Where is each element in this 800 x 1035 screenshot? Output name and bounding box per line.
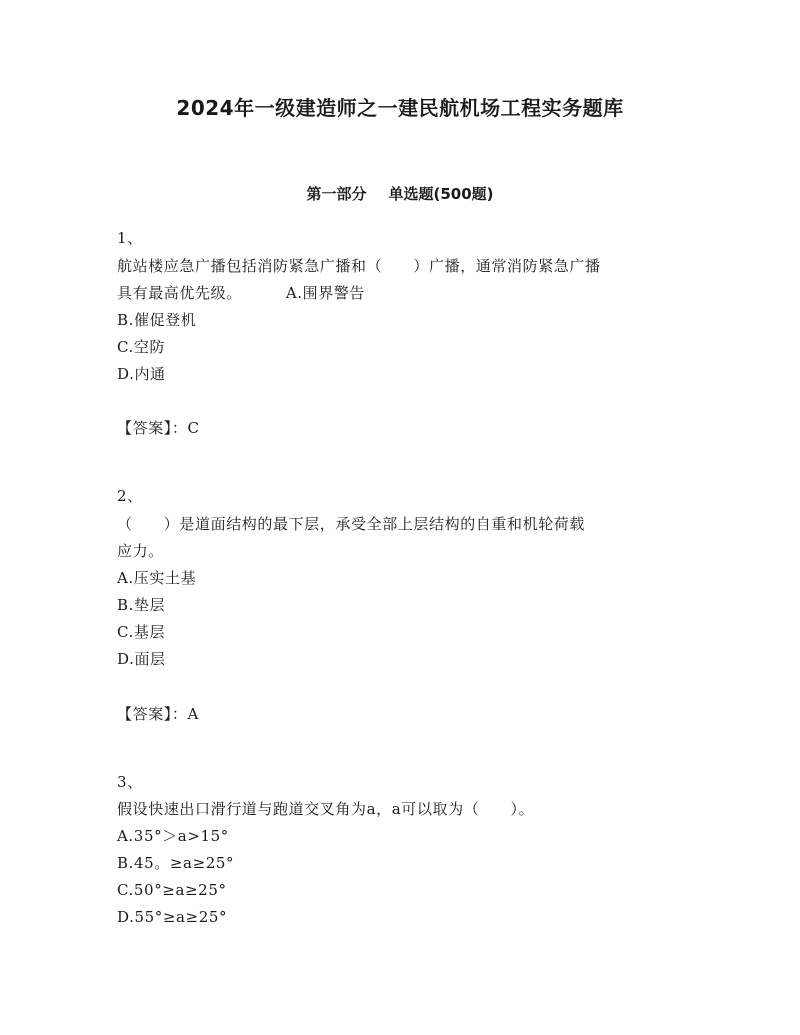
question-2-option-d: D.面层 <box>117 650 166 668</box>
question-1-number: 1、 <box>117 229 143 247</box>
question-1-answer <box>117 416 200 440</box>
question-3-option-a: A.35°＞a>15° <box>117 827 229 845</box>
question-2-number: 2、 <box>117 487 143 505</box>
question-1-option-d: D.内通 <box>117 365 166 383</box>
question-1-option-a: A.围界警告 <box>285 284 366 302</box>
question-3-option-d: D.55°≥a≥25° <box>117 908 228 926</box>
answer-value: C <box>187 419 200 437</box>
answer-value: A <box>187 705 199 723</box>
question-1-stem-line1: 航站楼应急广播包括消防紧急广播和（ ）广播，通常消防紧急广播 <box>117 257 601 275</box>
question-2-option-b: B.垫层 <box>117 596 166 614</box>
question-1-option-c: C.空防 <box>117 338 166 356</box>
question-2-stem-line1: （ ）是道面结构的最下层，承受全部上层结构的自重和机轮荷载 <box>117 515 586 533</box>
question-2-option-c: C.基层 <box>117 623 166 641</box>
question-1-stem-line2 <box>117 281 365 305</box>
question-3-number: 3、 <box>117 773 143 791</box>
answer-label: 【答案】： <box>117 705 188 723</box>
answer-label: 【答案】： <box>117 419 188 437</box>
question-2-stem-line2: 应力。 <box>117 542 164 560</box>
question-2-answer <box>117 702 199 726</box>
section-type: 单选题(500题) <box>388 185 494 203</box>
question-3-stem-line1: 假设快速出口滑行道与跑道交叉角为a，a可以取为（ ）。 <box>117 800 535 818</box>
section-heading <box>0 182 800 206</box>
section-part: 第一部分 <box>306 185 367 203</box>
document-title: 2024年一级建造师之一建民航机场工程实务题库 <box>176 96 624 120</box>
question-1-stem-line2-text: 具有最高优先级。 <box>117 284 242 302</box>
question-2-option-a: A.压实土基 <box>117 569 197 587</box>
question-3-option-c: C.50°≥a≥25° <box>117 881 227 899</box>
question-3-option-b: B.45。≥a≥25° <box>117 854 235 872</box>
question-1-option-b: B.催促登机 <box>117 311 197 329</box>
